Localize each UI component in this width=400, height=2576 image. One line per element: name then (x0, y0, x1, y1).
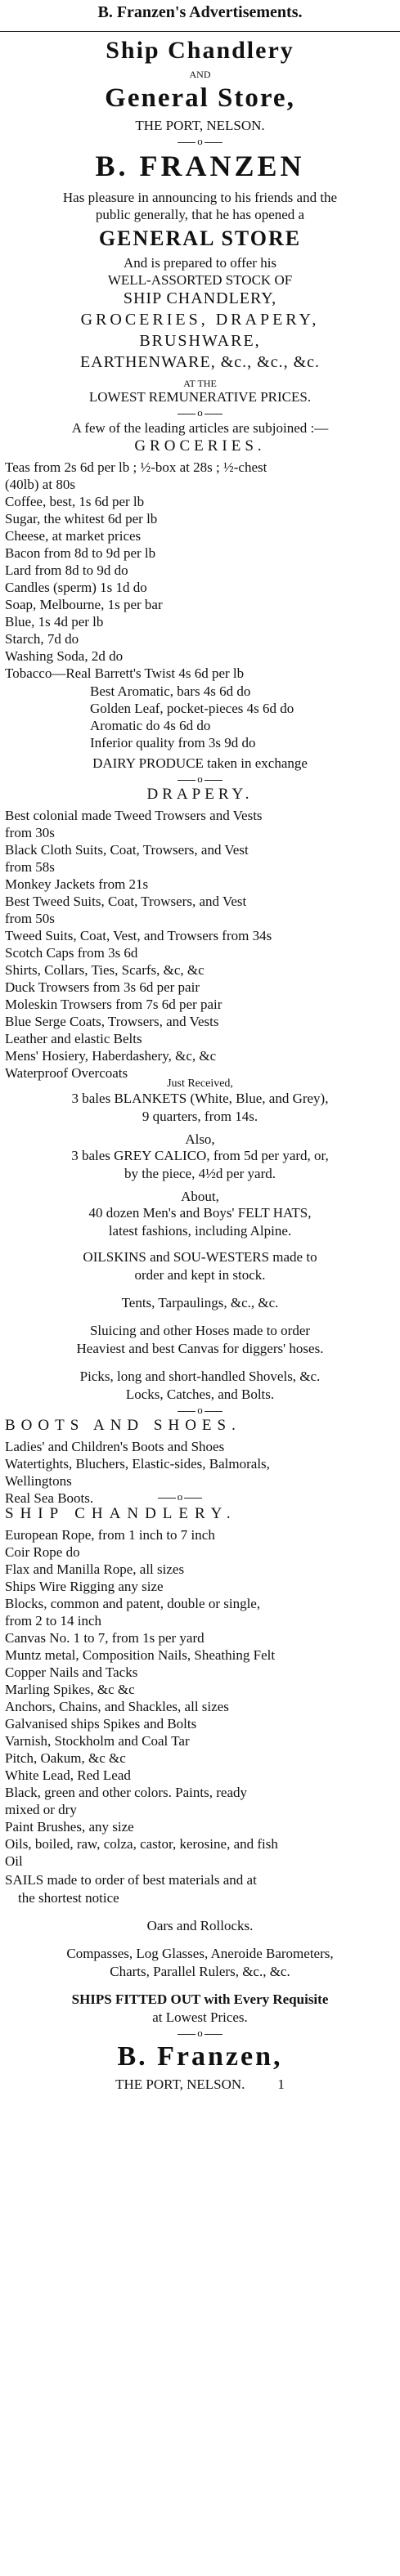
hats-2: latest fashions, including Alpine. (108, 1223, 292, 1239)
grocery-item: Starch, 7d do (5, 631, 79, 647)
oars: Oars and Rollocks. (146, 1918, 254, 1933)
drapery-item: Black Cloth Suits, Coat, Trowsers, and Vest (5, 842, 249, 858)
chandlery-item: Anchors, Chains, and Shackles, all sizes (5, 1699, 229, 1714)
boots-item: Real Sea Boots. (5, 1490, 94, 1506)
tobacco-list (5, 683, 395, 752)
grocery-item: Soap, Melbourne, 1s per bar (5, 597, 163, 612)
intro-groceries-drapery: GROCERIES, DRAPERY, (80, 311, 320, 329)
intro-at-the: AT THE (183, 378, 217, 389)
intro-ship-chandlery: SHIP CHANDLERY, (123, 289, 277, 307)
separator: o (123, 1491, 237, 1503)
hoses-2: Heaviest and best Canvas for diggers' hoses. (76, 1341, 324, 1356)
just-received: Just Received, (167, 1077, 233, 1090)
hats-1: 40 dozen Men's and Boys' FELT HATS, (88, 1205, 312, 1221)
separator: o (0, 1404, 400, 1416)
chandlery-item: Pitch, Oakum, &c &c (5, 1750, 126, 1766)
chandlery-item: mixed or dry (5, 1802, 77, 1817)
tobacco-item: Aromatic do 4s 6d do (90, 718, 211, 733)
grocery-item: Blue, 1s 4d per lb (5, 614, 104, 629)
oilskins-1: OILSKINS and SOU-WESTERS made to (83, 1249, 317, 1265)
chandlery-item: Canvas No. 1 to 7, from 1s per yard (5, 1630, 204, 1646)
separator: o (0, 407, 400, 419)
grocery-item: Tobacco—Real Barrett's Twist 4s 6d per lb (5, 665, 245, 681)
drapery-item: Shirts, Collars, Ties, Scarfs, &c, &c (5, 962, 204, 978)
port-location: THE PORT, NELSON. (135, 118, 265, 133)
intro-text-3: And is prepared to offer his (123, 255, 277, 271)
separator: o (0, 136, 400, 147)
drapery-item: Duck Trowsers from 3s 6d per pair (5, 979, 200, 995)
chandlery-item: Black, green and other colors. Paints, ready (5, 1785, 247, 1800)
general-store-heading: General Store, (105, 83, 295, 113)
intro-text-1: Has pleasure in announcing to his friends and the (62, 190, 338, 205)
also-label: Also, (185, 1131, 215, 1147)
groceries-title: GROCERIES. (134, 437, 266, 455)
chandlery-item: Oils, boiled, raw, colza, castor, kerosine, and fish (5, 1836, 278, 1852)
drapery-item: Best colonial made Tweed Trowsers and Vests (5, 808, 263, 823)
intro-earthenware: EARTHENWARE, &c., &c., &c. (79, 353, 321, 371)
footer-name: B. Franzen, (117, 2041, 283, 2072)
drapery-item: Best Tweed Suits, Coat, Trowsers, and Vest (5, 894, 247, 909)
calico-2: by the piece, 4½d per yard. (124, 1166, 276, 1181)
chandlery-item: Paint Brushes, any size (5, 1819, 134, 1835)
boots-item: Ladies' and Children's Boots and Shoes (5, 1439, 225, 1454)
and-label: AND (189, 69, 211, 80)
drapery-list (5, 808, 395, 1082)
drapery-item: Scotch Caps from 3s 6d (5, 945, 138, 961)
footer-place (5, 2076, 395, 2093)
blankets-2: 9 quarters, from 14s. (142, 1109, 258, 1124)
drapery-item: from 50s (5, 911, 55, 926)
drapery-item: from 30s (5, 825, 55, 840)
chandlery-item: Flax and Manilla Rope, all sizes (5, 1561, 185, 1577)
groceries-list (5, 459, 395, 683)
grocery-item: Candles (sperm) 1s 1d do (5, 580, 147, 595)
compasses-2: Charts, Parallel Rulers, &c., &c. (110, 1964, 290, 1979)
fitted-out-2: at Lowest Prices. (152, 2009, 248, 2025)
drapery-item: Waterproof Overcoats (5, 1065, 128, 1081)
dairy-produce: DAIRY PRODUCE taken in exchange (92, 755, 308, 771)
header-rule (0, 31, 400, 32)
franzen-name: B. FRANZEN (95, 150, 305, 182)
chandlery-item: Galvanised ships Spikes and Bolts (5, 1716, 197, 1732)
grocery-item: Coffee, best, 1s 6d per lb (5, 494, 145, 509)
tents: Tents, Tarpaulings, &c., &c. (121, 1295, 279, 1310)
boots-item: Watertights, Bluchers, Elastic-sides, Balmorals, (5, 1456, 270, 1472)
grocery-item: Lard from 8d to 9d do (5, 562, 128, 578)
hoses-1: Sluicing and other Hoses made to order (89, 1323, 311, 1338)
intro-text-2: public generally, that he has opened a (95, 207, 305, 222)
chandlery-item: Oil (5, 1853, 23, 1869)
tobacco-item: Best Aromatic, bars 4s 6d do (90, 683, 251, 699)
intro-lowest-prices: LOWEST REMUNERATIVE PRICES. (88, 389, 312, 405)
grocery-item: (40lb) at 80s (5, 477, 75, 492)
page-header-title: B. Franzen's Advertisements. (97, 3, 303, 21)
chandlery-item: Varnish, Stockholm and Coal Tar (5, 1733, 190, 1749)
drapery-title: DRAPERY. (146, 786, 254, 803)
grocery-item: Teas from 2s 6d per lb ; ½-box at 28s ; ½-chest (5, 459, 267, 475)
drapery-item: Leather and elastic Belts (5, 1031, 142, 1046)
chandlery-item: Muntz metal, Composition Nails, Sheathing Felt (5, 1647, 276, 1663)
drapery-item: Blue Serge Coats, Trowsers, and Vests (5, 1014, 219, 1029)
intro-text-4: WELL-ASSORTED STOCK OF (107, 272, 293, 288)
grocery-item: Washing Soda, 2d do (5, 648, 124, 664)
blankets-1: 3 bales BLANKETS (White, Blue, and Grey), (71, 1091, 329, 1106)
drapery-item: Tweed Suits, Coat, Vest, and Trowsers from 34s (5, 928, 272, 943)
grocery-item: Bacon from 8d to 9d per lb (5, 545, 156, 561)
drapery-item: Monkey Jackets from 21s (5, 876, 149, 892)
separator: o (0, 773, 400, 785)
chandlery-title: SHIP CHANDLERY. (5, 1505, 237, 1522)
chandlery-item: Ships Wire Rigging any size (5, 1579, 164, 1594)
chandlery-item: Marling Spikes, &c &c (5, 1682, 135, 1697)
chandlery-item: European Rope, from 1 inch to 7 inch (5, 1527, 215, 1543)
tobacco-item: Golden Leaf, pocket-pieces 4s 6d do (90, 701, 294, 716)
intro-brushware: BRUSHWARE, (139, 332, 261, 350)
chandlery-item: Blocks, common and patent, double or single, (5, 1596, 261, 1611)
sails-2: the shortest notice (18, 1890, 119, 1906)
chandlery-item: Copper Nails and Tacks (5, 1664, 138, 1680)
calico-1: 3 bales GREY CALICO, from 5d per yard, or, (71, 1148, 329, 1163)
grocery-item: Cheese, at market prices (5, 528, 142, 544)
boots-item: Wellingtons (5, 1473, 72, 1489)
footer-number: 1 (277, 2076, 285, 2092)
compasses-1: Compasses, Log Glasses, Aneroide Barometers, (66, 1946, 334, 1961)
tobacco-item: Inferior quality from 3s 9d do (90, 735, 256, 750)
chandlery-item: White Lead, Red Lead (5, 1767, 131, 1783)
sails-1: SAILS made to order of best materials and at (5, 1872, 257, 1888)
picks-1: Picks, long and short-handled Shovels, &c. (79, 1369, 321, 1384)
footer-place-text: THE PORT, NELSON. (115, 2076, 245, 2092)
groceries-lead: A few of the leading articles are subjoined :— (71, 420, 329, 436)
general-store-title: GENERAL STORE (98, 226, 302, 250)
separator: o (0, 2027, 400, 2039)
chandlery-item: Coir Rope do (5, 1544, 80, 1560)
drapery-item: from 58s (5, 859, 55, 875)
drapery-item: Moleskin Trowsers from 7s 6d per pair (5, 997, 222, 1012)
grocery-item: Sugar, the whitest 6d per lb (5, 511, 158, 526)
fitted-out-1: SHIPS FITTED OUT with Every Requisite (71, 1991, 329, 2007)
drapery-item: Mens' Hosiery, Haberdashery, &c, &c (5, 1048, 217, 1064)
oilskins-2: order and kept in stock. (134, 1267, 266, 1283)
chandlery-list (5, 1527, 395, 1870)
about-label: About, (181, 1189, 219, 1204)
boots-title: BOOTS AND SHOES. (5, 1417, 241, 1434)
chandlery-item: from 2 to 14 inch (5, 1613, 102, 1628)
ship-chandlery-heading: Ship Chandlery (106, 37, 294, 64)
picks-2: Locks, Catches, and Bolts. (125, 1387, 275, 1402)
